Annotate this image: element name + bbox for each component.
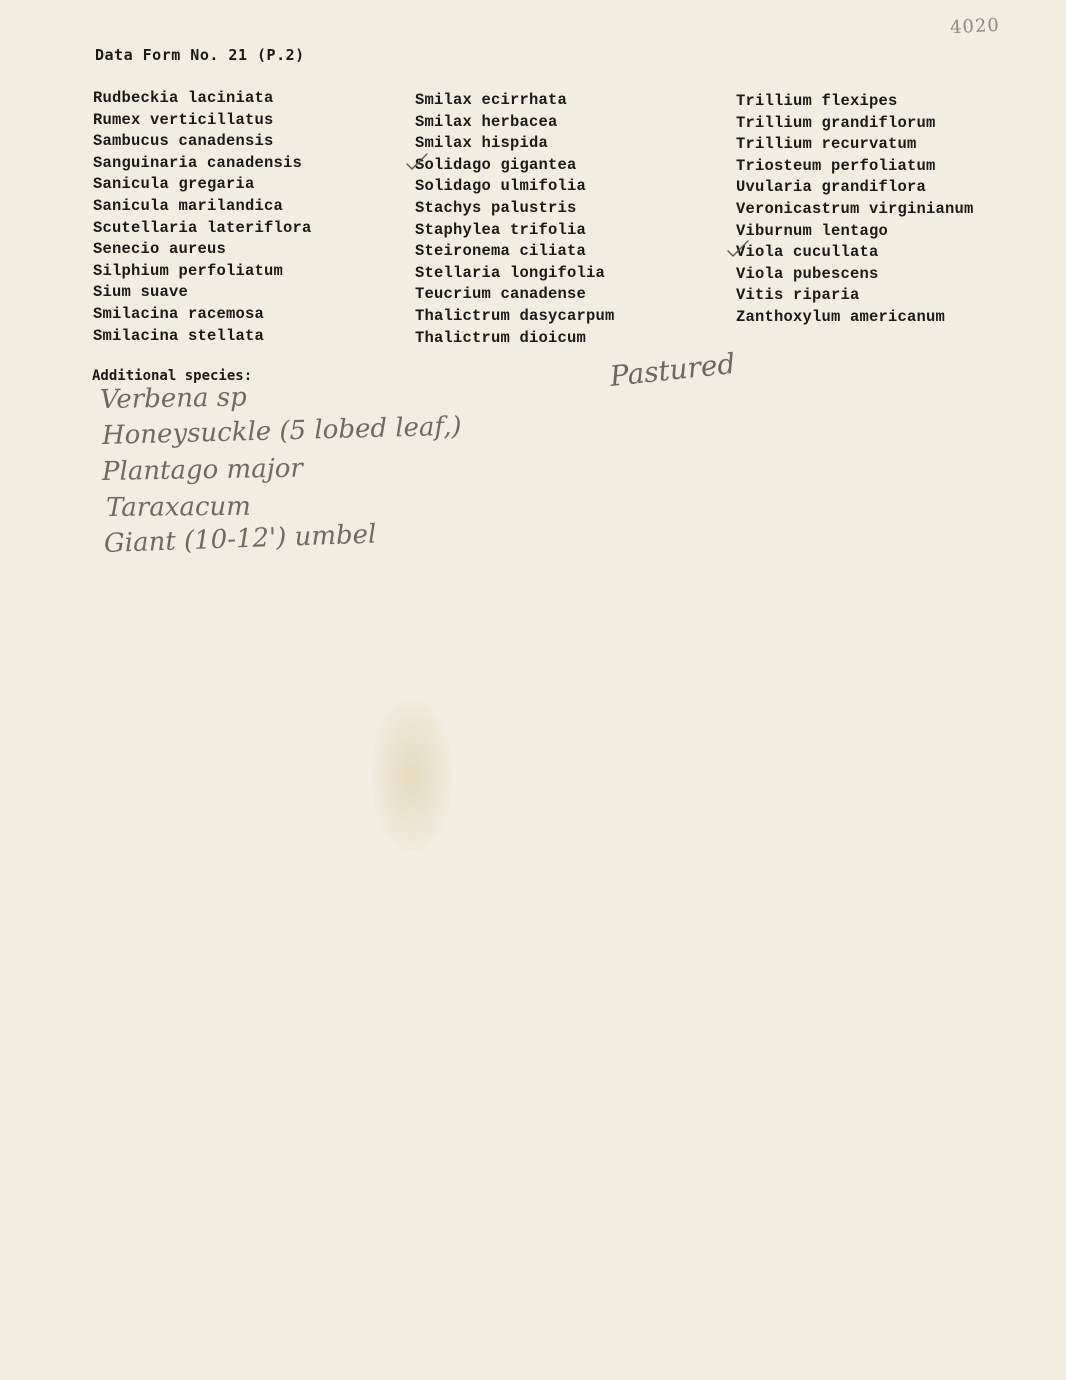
species-item	[415, 263, 615, 285]
species-name: Trillium recurvatum	[736, 135, 917, 154]
species-item	[415, 112, 615, 134]
species-name: Zanthoxylum americanum	[736, 307, 946, 326]
handwritten-entry: Honeysuckle (5 lobed leaf,)	[101, 411, 462, 451]
species-name: Smilax hispida	[415, 134, 549, 153]
species-item	[736, 134, 974, 156]
species-name: Rudbeckia laciniata	[93, 89, 274, 107]
species-name: Stellaria longifolia	[415, 263, 606, 282]
species-name: Stachys palustris	[415, 198, 577, 217]
species-name: Rumex verticillatus	[93, 110, 274, 129]
handwritten-entry: Plantago major	[101, 453, 304, 487]
paper-stain	[372, 700, 452, 850]
species-column-3	[736, 91, 974, 329]
species-name: Staphylea trifolia	[415, 220, 587, 239]
species-column-1	[93, 88, 312, 347]
species-column-2	[415, 90, 615, 349]
handwritten-entry: Giant (10-12') umbel	[103, 519, 377, 559]
species-name: Viola pubescens	[736, 264, 879, 283]
species-name: Uvularia grandiflora	[736, 178, 927, 197]
species-name: Sanicula gregaria	[93, 175, 255, 194]
species-item	[93, 326, 312, 348]
species-name: Vitis riparia	[736, 286, 860, 305]
species-name: Viburnum lentago	[736, 221, 889, 240]
species-item	[415, 241, 615, 263]
species-name: Scutellaria lateriflora	[93, 218, 312, 237]
species-item	[93, 239, 312, 261]
species-item	[415, 198, 615, 220]
species-name: Triosteum perfoliatum	[736, 156, 936, 175]
handwritten-entry: Verbena sp	[99, 382, 247, 415]
handwritten-species-list	[100, 382, 462, 562]
species-name: Smilacina stellata	[93, 326, 265, 345]
form-title: Data Form No. 21 (P.2)	[95, 46, 305, 64]
species-name: Senecio aureus	[93, 240, 227, 259]
species-item	[93, 218, 312, 240]
species-item	[415, 284, 615, 306]
check-mark-icon	[405, 151, 429, 173]
handwritten-entry: Taraxacum	[105, 491, 252, 523]
species-item	[93, 282, 312, 304]
species-name: Viola cucullata	[736, 243, 879, 262]
species-name: Veronicastrum virginianum	[736, 199, 974, 218]
species-item	[93, 153, 312, 175]
species-item	[736, 307, 974, 329]
species-item	[415, 220, 615, 242]
species-item	[736, 264, 974, 286]
species-name: Smilax ecirrhata	[415, 91, 568, 109]
species-name: Sium suave	[93, 283, 189, 302]
species-item	[736, 242, 974, 264]
species-name: Sambucus canadensis	[93, 132, 274, 151]
additional-species-label: Additional species:	[92, 368, 253, 384]
species-name: Sanicula marilandica	[93, 196, 284, 215]
species-item	[93, 110, 312, 132]
species-item	[736, 91, 974, 113]
species-item	[736, 221, 974, 243]
species-item	[415, 155, 615, 177]
species-name: Teucrium canadense	[415, 285, 587, 304]
species-name: Thalictrum dioicum	[415, 328, 587, 347]
species-item	[736, 156, 974, 178]
check-mark-icon	[726, 238, 750, 260]
species-item	[415, 306, 615, 328]
species-item	[93, 304, 312, 326]
species-item	[93, 174, 312, 196]
handwritten-note: Pastured	[608, 346, 737, 393]
species-name: Trillium grandiflorum	[736, 113, 936, 132]
species-name: Solidago ulmifolia	[415, 177, 587, 196]
species-name: Thalictrum dasycarpum	[415, 306, 615, 325]
species-name: Sanguinaria canadensis	[93, 153, 303, 172]
species-item	[736, 177, 974, 199]
species-item	[415, 328, 615, 350]
species-item	[93, 196, 312, 218]
species-item	[93, 131, 312, 153]
species-item	[415, 133, 615, 155]
species-item	[736, 199, 974, 221]
species-item	[93, 261, 312, 283]
species-item	[736, 285, 974, 307]
species-item	[93, 88, 312, 110]
species-item	[415, 176, 615, 198]
species-name: Smilax herbacea	[415, 112, 558, 131]
species-name: Solidago gigantea	[415, 155, 577, 174]
species-name: Smilacina racemosa	[93, 304, 265, 323]
species-item	[415, 90, 615, 112]
species-name: Trillium flexipes	[736, 92, 898, 110]
species-name: Silphium perfoliatum	[93, 261, 284, 280]
page-number-handwritten: 4020	[949, 14, 1001, 39]
species-item	[736, 113, 974, 135]
species-name: Steironema ciliata	[415, 242, 587, 261]
